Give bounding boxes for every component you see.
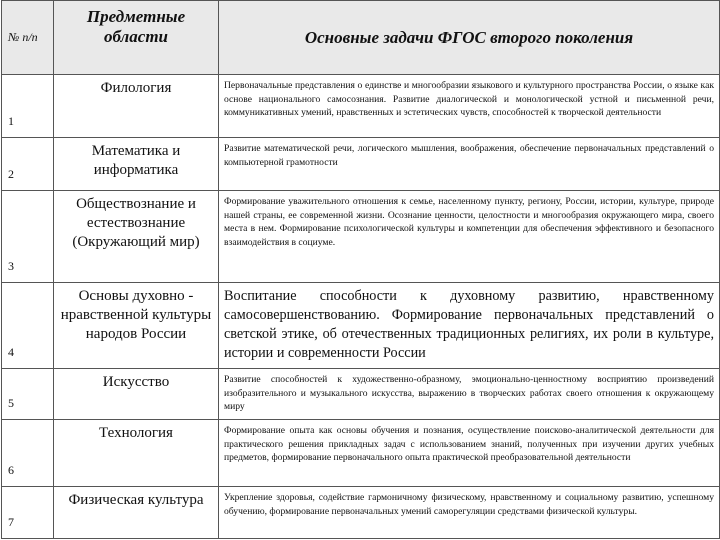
row-num: 1 [2, 75, 54, 138]
header-row [2, 1, 720, 75]
row-subject: Искусство [54, 369, 219, 420]
row-task: Формирование уважительного отношения к семье, населенному пункту, региону, России, истории, культуре, природе нашей страны, ее современной жизни. Осознание ценности, целостности и многообразия окружающего мира, своего места в нем. Формирование психологической культуры и компетенции для обеспечения эффективного и безопасного взаимодействия в социуме. [219, 191, 720, 283]
row-subject: Технология [54, 420, 219, 487]
table-row [2, 487, 720, 539]
row-task: Формирование опыта как основы обучения и познания, осуществление поисково-аналитической деятельности для практического решения прикладных задач с использованием знаний, полученных при изучении других учебных предметов, формирование первоначального опыта практической преобразовательной деятельности [219, 420, 720, 487]
table-row [2, 75, 720, 138]
row-task: Воспитание способности к духовному развитию, нравственному самосовершенствованию. Формирование первоначальных представлений о светской этике, об отечественных традиционных религиях, их роли в культуре, истории и современности России [219, 283, 720, 369]
row-num: 4 [2, 283, 54, 369]
table-row [2, 138, 720, 191]
row-subject: Математика и информатика [54, 138, 219, 191]
fgos-table [1, 0, 720, 539]
header-subjects: Предметные области [54, 1, 219, 75]
row-task: Развитие математической речи, логического мышления, воображения, обеспечение первоначальных представлений о компьютерной грамотности [219, 138, 720, 191]
row-num: 2 [2, 138, 54, 191]
header-num: № п/п [2, 1, 54, 75]
table-row [2, 420, 720, 487]
row-num: 3 [2, 191, 54, 283]
table-row [2, 191, 720, 283]
header-tasks: Основные задачи ФГОС второго поколения [219, 1, 720, 75]
row-subject: Обществознание и естествознание (Окружающий мир) [54, 191, 219, 283]
row-subject: Основы духовно - нравственной культуры народов России [54, 283, 219, 369]
row-num: 5 [2, 369, 54, 420]
row-subject: Физическая культура [54, 487, 219, 539]
row-task: Развитие способностей к художественно-образному, эмоционально-ценностному восприятию произведений изобразительного и музыкального искусства, выражению в творческих работах своего отношения к окружающему миру [219, 369, 720, 420]
row-task: Укрепление здоровья, содействие гармоничному физическому, нравственному и социальному развитию, успешному обучению, формирование первоначальных умений саморегуляции средствами физической культуры. [219, 487, 720, 539]
row-num: 6 [2, 420, 54, 487]
row-num: 7 [2, 487, 54, 539]
table-row [2, 369, 720, 420]
table-row [2, 283, 720, 369]
row-subject: Филология [54, 75, 219, 138]
row-task: Первоначальные представления о единстве и многообразии языкового и культурного пространства России, о языке как основе национального самосознания. Развитие диалогической и монологической устной и письменной речи, коммуникативных умений, нравственных и эстетических чувств, способностей к творческой деятельности [219, 75, 720, 138]
